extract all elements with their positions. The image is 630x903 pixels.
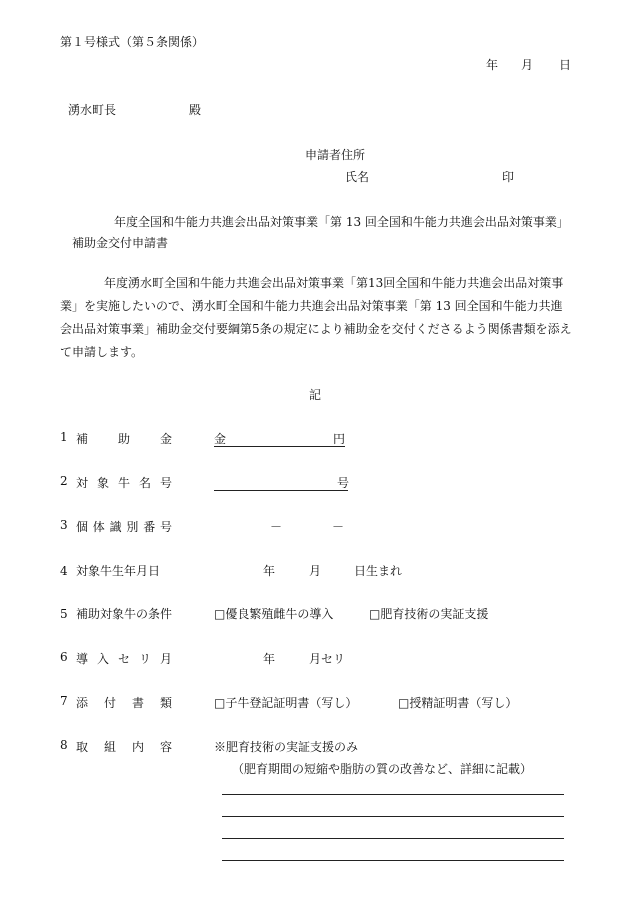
label-char: 別	[126, 520, 139, 534]
auction-month-label: 月セリ	[309, 652, 346, 666]
label-char: リ	[138, 652, 151, 666]
item-number: 5	[60, 607, 68, 621]
activity-line-3[interactable]	[222, 838, 564, 839]
label-char: 補	[76, 432, 89, 446]
cattle-name-suffix: 号	[337, 476, 350, 490]
subsidy-amount-field[interactable]	[214, 446, 345, 447]
item-number: 1	[60, 430, 68, 444]
document-title-line1: 年度全国和牛能力共進会出品対策事業「第 13 回全国和牛能力共進会出品対策事業」	[114, 215, 569, 229]
label-char: 組	[103, 740, 116, 754]
document-title-line2: 補助金交付申請書	[72, 236, 169, 250]
label-char: 内	[131, 740, 144, 754]
label-char: 類	[159, 696, 172, 710]
item-cattle-name-label-chars	[76, 474, 172, 491]
condition-breeding-cow-checkbox[interactable]: □優良繁殖雌牛の導入	[214, 607, 334, 621]
auction-year-label: 年	[263, 652, 276, 666]
item-attachments-label-chars	[76, 694, 172, 711]
label-char: 添	[76, 696, 89, 710]
item-subsidy-label-chars	[76, 430, 172, 447]
attachment-insemination-checkbox[interactable]: □授精証明書（写し）	[398, 696, 518, 710]
label-char: 号	[159, 476, 172, 490]
birth-day-label: 日生まれ	[354, 564, 403, 578]
addressee-honorific: 殿	[189, 103, 202, 117]
item-intro-auction-label-chars	[76, 650, 172, 667]
item-number: 8	[60, 738, 68, 752]
label-char: 象	[96, 476, 109, 490]
applicant-name-label: 氏名	[345, 170, 370, 184]
form-number: 第１号様式（第５条関係）	[60, 35, 205, 49]
date-month-label: 月	[521, 58, 534, 72]
item-number: 7	[60, 694, 68, 708]
subsidy-suffix: 円	[333, 432, 346, 446]
subsidy-prefix: 金	[214, 432, 227, 446]
birth-month-label: 月	[309, 564, 322, 578]
applicant-address-label: 申請者住所	[305, 148, 366, 162]
activity-detail-note: （肥育期間の短縮や脂肪の質の改善など、詳細に記載）	[232, 762, 533, 776]
addressee-name: 湧水町長	[68, 103, 117, 117]
label-char: 書	[131, 696, 144, 710]
activity-line-1[interactable]	[222, 794, 564, 795]
applicant-seal-label: 印	[502, 170, 515, 184]
label-char: 号	[159, 520, 172, 534]
item-number: 6	[60, 650, 68, 664]
label-char: セ	[117, 652, 130, 666]
item-conditions-label	[60, 605, 185, 622]
label-char: 取	[76, 740, 89, 754]
attachment-calf-registration-checkbox[interactable]: □子牛登記証明書（写し）	[214, 696, 358, 710]
cattle-name-field[interactable]	[214, 490, 348, 491]
label-char: 助	[117, 432, 130, 446]
id-dash-2: －	[332, 520, 345, 534]
label-char: 番	[143, 520, 156, 534]
label-char: 付	[103, 696, 116, 710]
label-char: 牛	[117, 476, 130, 490]
label-char: 入	[96, 652, 109, 666]
label-char: 対	[76, 476, 89, 490]
activity-line-2[interactable]	[222, 816, 564, 817]
item-id-number-label-chars	[76, 518, 172, 535]
item-number: 4	[60, 564, 68, 578]
item-activity-label-chars	[76, 738, 172, 755]
item-number: 2	[60, 474, 68, 488]
label-char: 容	[159, 740, 172, 754]
application-body	[60, 272, 572, 364]
date-year-label: 年	[486, 58, 499, 72]
label-text: 補助対象牛の条件	[76, 607, 173, 621]
label-char: 月	[159, 652, 172, 666]
ki-heading: 記	[309, 388, 322, 402]
birth-year-label: 年	[263, 564, 276, 578]
condition-fattening-support-checkbox[interactable]: □肥育技術の実証支援	[369, 607, 489, 621]
label-char: 名	[138, 476, 151, 490]
label-char: 金	[159, 432, 172, 446]
application-body-text: 年度湧水町全国和牛能力共進会出品対策事業「第13回全国和牛能力共進会出品対策事業」を実施したいので、湧水町全国和牛能力共進会出品対策事業「第 13 回全国和牛能力共進会出品対策事業」補助金交付要綱第5条の規定により補助金を交付くださるよう関係書類を添えて申請します。	[60, 276, 572, 359]
label-char: 体	[92, 520, 105, 534]
label-char: 個	[76, 520, 89, 534]
activity-line-4[interactable]	[222, 860, 564, 861]
item-birth-date-label	[60, 562, 185, 579]
date-day-label: 日	[559, 58, 572, 72]
id-dash-1: －	[270, 520, 283, 534]
label-text: 対象牛生年月日	[76, 564, 161, 578]
activity-note: ※肥育技術の実証支援のみ	[214, 740, 359, 754]
label-char: 導	[76, 652, 89, 666]
label-char: 識	[109, 520, 122, 534]
item-number: 3	[60, 518, 68, 532]
